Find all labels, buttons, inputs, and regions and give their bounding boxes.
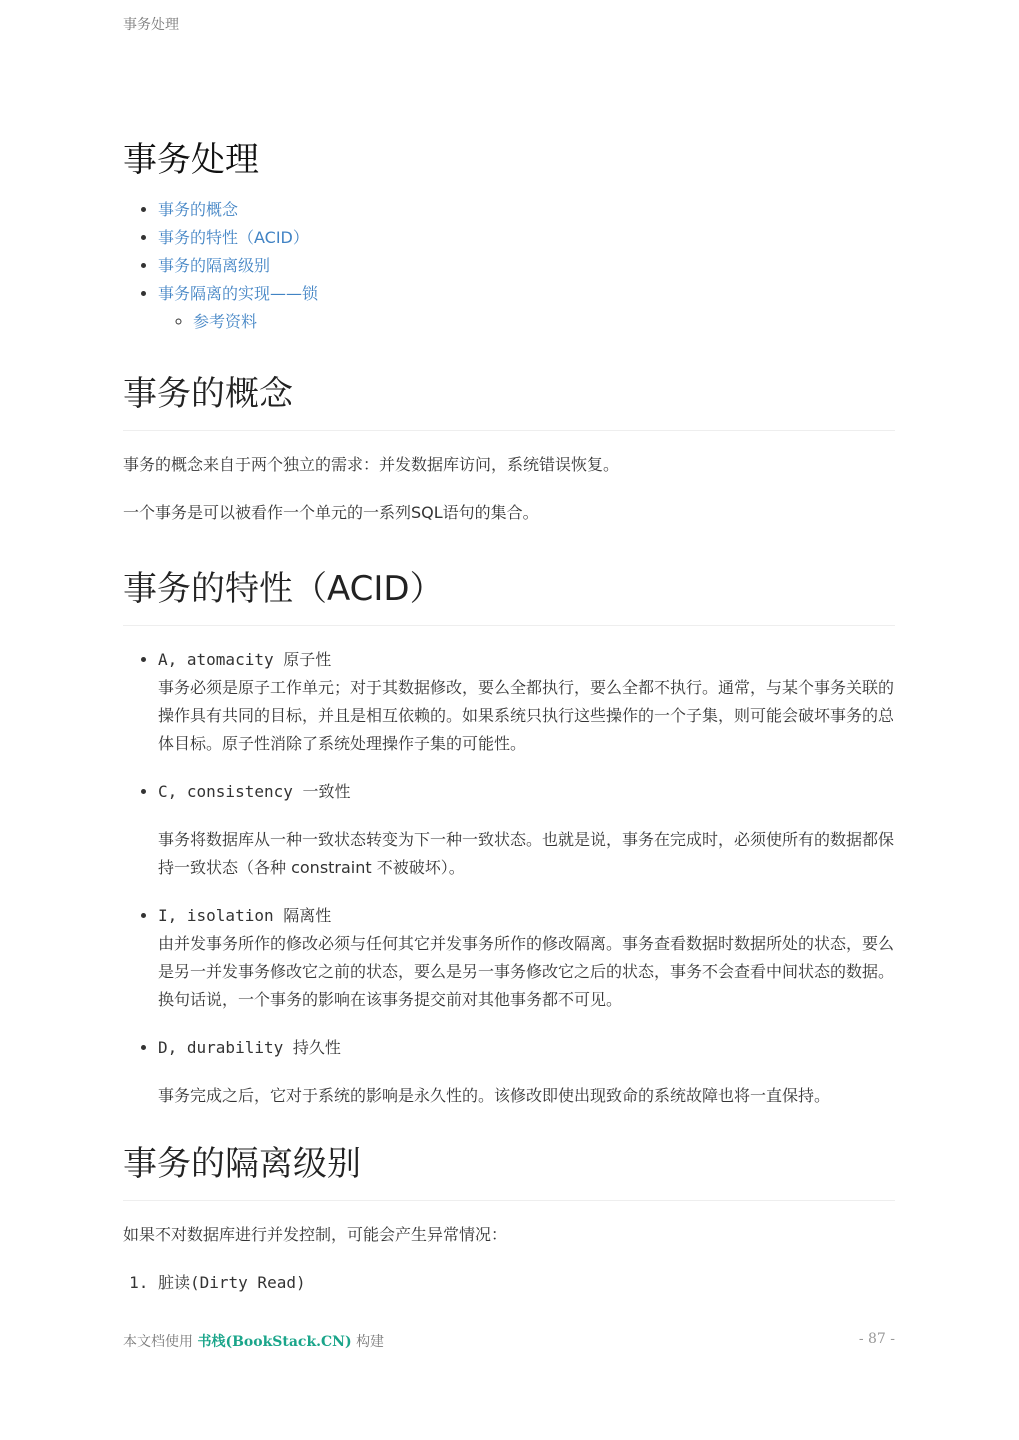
acid-description: 事务将数据库从一种一致状态转变为下一种一致状态。也就是说，事务在完成时，必须使所有的数据都保持一致状态（各种 constraint 不被破坏）。	[158, 830, 895, 877]
acid-description: 事务完成之后，它对于系统的影响是永久性的。该修改即使出现致命的系统故障也将一直保持。	[158, 1086, 831, 1105]
toc-item	[158, 280, 895, 336]
section-heading-concept: 事务的概念	[123, 372, 895, 431]
section-heading-acid: 事务的特性（ACID）	[123, 567, 895, 626]
footer-credit	[123, 1331, 384, 1351]
footer-suffix: 构建	[356, 1334, 385, 1350]
acid-list	[123, 646, 895, 1110]
paragraph: 事务的概念来自于两个独立的需求：并发数据库访问，系统错误恢复。	[123, 455, 620, 474]
page-number: - 87 -	[858, 1331, 895, 1347]
toc-link-isolation-levels[interactable]: 事务的隔离级别	[158, 256, 271, 275]
toc-item	[158, 224, 895, 252]
list-item	[158, 646, 895, 758]
footer-prefix: 本文档使用	[123, 1334, 193, 1350]
paragraph: 如果不对数据库进行并发控制，可能会产生异常情况：	[123, 1225, 508, 1244]
toc-link-references[interactable]: 参考资料	[193, 312, 258, 331]
list-item	[158, 1034, 895, 1110]
acid-term: • I, isolation 隔离性	[158, 906, 332, 925]
toc-subitem	[193, 308, 895, 336]
anomaly-list	[123, 1269, 895, 1297]
list-item	[158, 902, 895, 1014]
acid-term: • D, durability 持久性	[158, 1038, 341, 1057]
running-header: 事务处理	[123, 17, 179, 33]
toc-link-acid[interactable]: 事务的特性（ACID）	[158, 228, 309, 247]
toc-item	[158, 252, 895, 280]
toc-sublist	[158, 308, 895, 336]
document-body	[123, 138, 895, 1297]
acid-term: • C, consistency 一致性	[158, 782, 351, 801]
page-title: 事务处理	[123, 140, 259, 180]
toc-link-locking[interactable]: 事务隔离的实现——锁	[158, 284, 319, 303]
acid-description: 由并发事务所作的修改必须与任何其它并发事务所作的修改隔离。事务查看数据时数据所处的状态，要么是另一并发事务修改它之前的状态，要么是另一事务修改它之后的状态，事务不会查看中间状态的数据。换句话说，一个事务的影响在该事务提交前对其他事务都不可见。	[158, 934, 895, 1009]
footer-brand-link[interactable]: 书栈(BookStack.CN)	[197, 1334, 352, 1350]
toc-item	[158, 196, 895, 224]
toc-link-concept[interactable]: 事务的概念	[158, 200, 239, 219]
list-item	[158, 778, 895, 882]
section-heading-isolation-levels: 事务的隔离级别	[123, 1142, 895, 1201]
acid-description: 事务必须是原子工作单元；对于其数据修改，要么全都执行，要么全都不执行。通常，与某个事务关联的操作具有共同的目标，并且是相互依赖的。如果系统只执行这些操作的一个子集，则可能会破坏事务的总体目标。原子性消除了系统处理操作子集的可能性。	[158, 678, 895, 753]
paragraph: 一个事务是可以被看作一个单元的一系列SQL语句的集合。	[123, 503, 539, 522]
acid-term: • A, atomacity 原子性	[158, 650, 332, 669]
list-item: 1. 脏读(Dirty Read)	[158, 1269, 895, 1297]
table-of-contents	[123, 196, 895, 336]
